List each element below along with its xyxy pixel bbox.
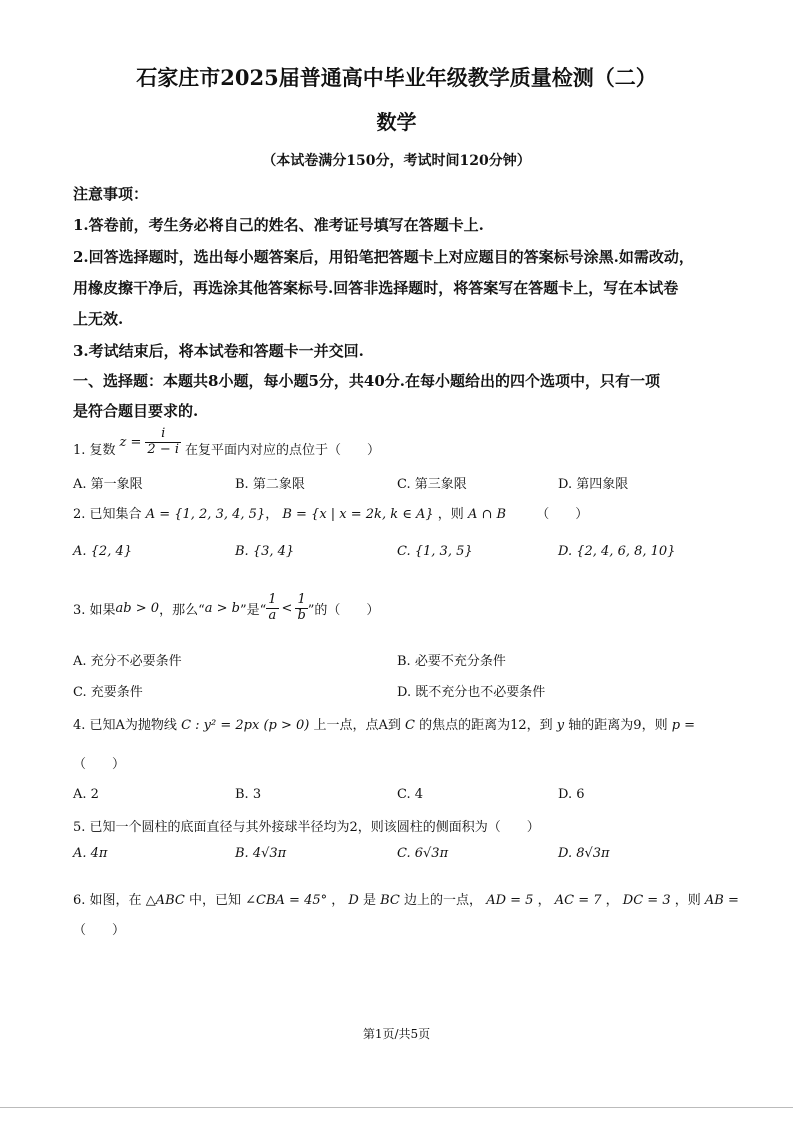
q6-angle: ∠CBA = 45° <box>245 893 328 908</box>
q6-text-4: 是 <box>362 893 376 908</box>
q3-fraction-1-den: a <box>268 607 277 623</box>
q6-triangle: △ABC <box>145 893 185 908</box>
q3-option-a: A. 充分不必要条件 <box>73 654 182 669</box>
q6-text-3: ， <box>331 893 345 908</box>
q4-text-2: 上一点，点A到 <box>313 718 401 733</box>
q6-text-2: 中，已知 <box>188 893 241 908</box>
q5-option-c: C. 6√3π <box>397 846 449 861</box>
q6-comma-1: ， <box>537 893 551 908</box>
q3-less-than: < <box>281 600 293 616</box>
question-3 <box>73 588 379 628</box>
q1-fraction <box>145 427 181 457</box>
q3-fraction-2-num: 1 <box>295 593 307 608</box>
question-4 <box>73 714 695 733</box>
exam-title: 石家庄市2025届普通高中毕业年级教学质量检测（二） <box>136 65 657 90</box>
section-heading-line-2: 是符合题目要求的. <box>73 402 199 420</box>
q2-option-d: D. {2, 4, 6, 8, 10} <box>558 544 676 559</box>
exam-info: （本试卷满分150分，考试时间120分钟） <box>262 153 531 169</box>
q2-option-c: C. {1, 3, 5} <box>397 544 473 559</box>
q1-fraction-num: i <box>145 427 181 442</box>
q4-option-c: C. 4 <box>397 787 424 802</box>
q3-suffix: ”的（ ） <box>307 602 380 618</box>
q3-fraction-1-num: 1 <box>268 592 277 608</box>
bottom-divider <box>0 1107 793 1108</box>
section-heading-line-1: 一、选择题：本题共8小题，每小题5分，共40分.在每小题给出的四个选项中，只有一项 <box>73 372 660 390</box>
q5-option-d: D. 8√3π <box>558 846 610 861</box>
q5-option-a: A. 4π <box>73 846 108 861</box>
q6-comma-2: ， <box>605 893 619 908</box>
q6-ab: AB = <box>704 893 739 908</box>
q4-text-1: 4. 已知A为抛物线 <box>73 718 177 733</box>
q2-prefix: 2. 已知集合 <box>73 507 142 522</box>
q1-option-b: B. 第二象限 <box>235 477 305 492</box>
notice-heading: 注意事项： <box>73 185 149 203</box>
q6-ad: AD = 5 <box>486 893 534 908</box>
q4-text-4: 轴的距离为9，则 <box>568 718 668 733</box>
question-1 <box>73 428 380 468</box>
question-6 <box>73 889 739 908</box>
q1-fraction-den: 2 − i <box>147 441 180 457</box>
q2-option-b: B. {3, 4} <box>235 544 295 559</box>
q2-set-b: B = {x | x = 2k, k ∈ A} <box>282 507 434 522</box>
q3-option-c: C. 充要条件 <box>73 685 143 700</box>
q6-dc: DC = 3 <box>622 893 671 908</box>
question-5: 5. 已知一个圆柱的底面直径与其外接球半径均为2，则该圆柱的侧面积为（ ） <box>73 820 540 835</box>
q1-option-d: D. 第四象限 <box>558 477 629 492</box>
q6-ac: AC = 7 <box>554 893 602 908</box>
q4-c: C <box>405 718 415 733</box>
q3-mid-1: ，那么“ <box>159 602 205 618</box>
q6-paren: （ ） <box>73 923 126 938</box>
q4-p: p = <box>671 718 696 733</box>
q3-mid-2: ”是“ <box>239 602 267 618</box>
q6-bc: BC <box>380 893 400 908</box>
q4-option-b: B. 3 <box>235 787 262 802</box>
q6-text-1: 6. 如图，在 <box>73 893 142 908</box>
q1-suffix: 在复平面内对应的点位于（ ） <box>185 442 381 458</box>
q2-expr: A ∩ B <box>467 507 507 522</box>
q3-fraction-1 <box>266 593 278 623</box>
q3-option-d: D. 既不充分也不必要条件 <box>397 685 546 700</box>
q6-text-6: ，则 <box>674 893 701 908</box>
q4-option-d: D. 6 <box>558 787 585 802</box>
q4-option-a: A. 2 <box>73 787 99 802</box>
notice-item-3: 3.考试结束后，将本试卷和答题卡一并交回. <box>73 342 364 360</box>
notice-item-2-line-2: 用橡皮擦干净后，再选涂其他答案标号.回答非选择题时，将答案写在答题卡上，写在本试卷 <box>73 279 679 297</box>
q1-prefix: 1. 复数 <box>73 442 116 458</box>
q2-set-a: A = {1, 2, 3, 4, 5} <box>145 507 266 522</box>
q4-curve: C : y² = 2px (p > 0) <box>181 718 310 733</box>
q2-suffix: ，则 <box>437 507 464 522</box>
notice-item-2-line-3: 上无效. <box>73 310 124 328</box>
page-footer: 第1页/共5页 <box>362 1027 431 1041</box>
q2-option-a: A. {2, 4} <box>73 544 133 559</box>
q3-condition: ab > 0 <box>115 600 160 616</box>
q3-p: a > b <box>204 600 240 616</box>
q4-text-3: 的焦点的距离为12，到 <box>419 718 553 733</box>
q6-d: D <box>348 893 359 908</box>
q2-paren: （ ） <box>536 507 589 522</box>
q4-paren: （ ） <box>73 757 126 772</box>
q3-fraction-2-den: b <box>297 607 306 623</box>
exam-subject: 数学 <box>376 110 417 134</box>
q1-z: z = <box>119 434 142 450</box>
q3-prefix: 3. 如果 <box>73 602 116 618</box>
notice-item-1: 1.答卷前，考生务必将自己的姓名、准考证号填写在答题卡上. <box>73 216 484 234</box>
q3-fraction-2 <box>295 593 307 623</box>
q6-text-5: 边上的一点， <box>404 893 483 908</box>
q4-y: y <box>556 718 565 733</box>
q3-option-b: B. 必要不充分条件 <box>397 654 506 669</box>
notice-item-2-line-1: 2.回答选择题时，选出每小题答案后，用铅笔把答题卡上对应题目的答案标号涂黑.如需改动， <box>73 248 694 266</box>
q5-option-b: B. 4√3π <box>235 846 287 861</box>
q1-option-a: A. 第一象限 <box>73 477 143 492</box>
question-2: 2. 已知集合 A = {1, 2, 3, 4, 5}， B = {x | x = 2k, k ∈ A} ，则 A ∩ B （ ） <box>73 507 589 522</box>
q1-option-c: C. 第三象限 <box>397 477 467 492</box>
